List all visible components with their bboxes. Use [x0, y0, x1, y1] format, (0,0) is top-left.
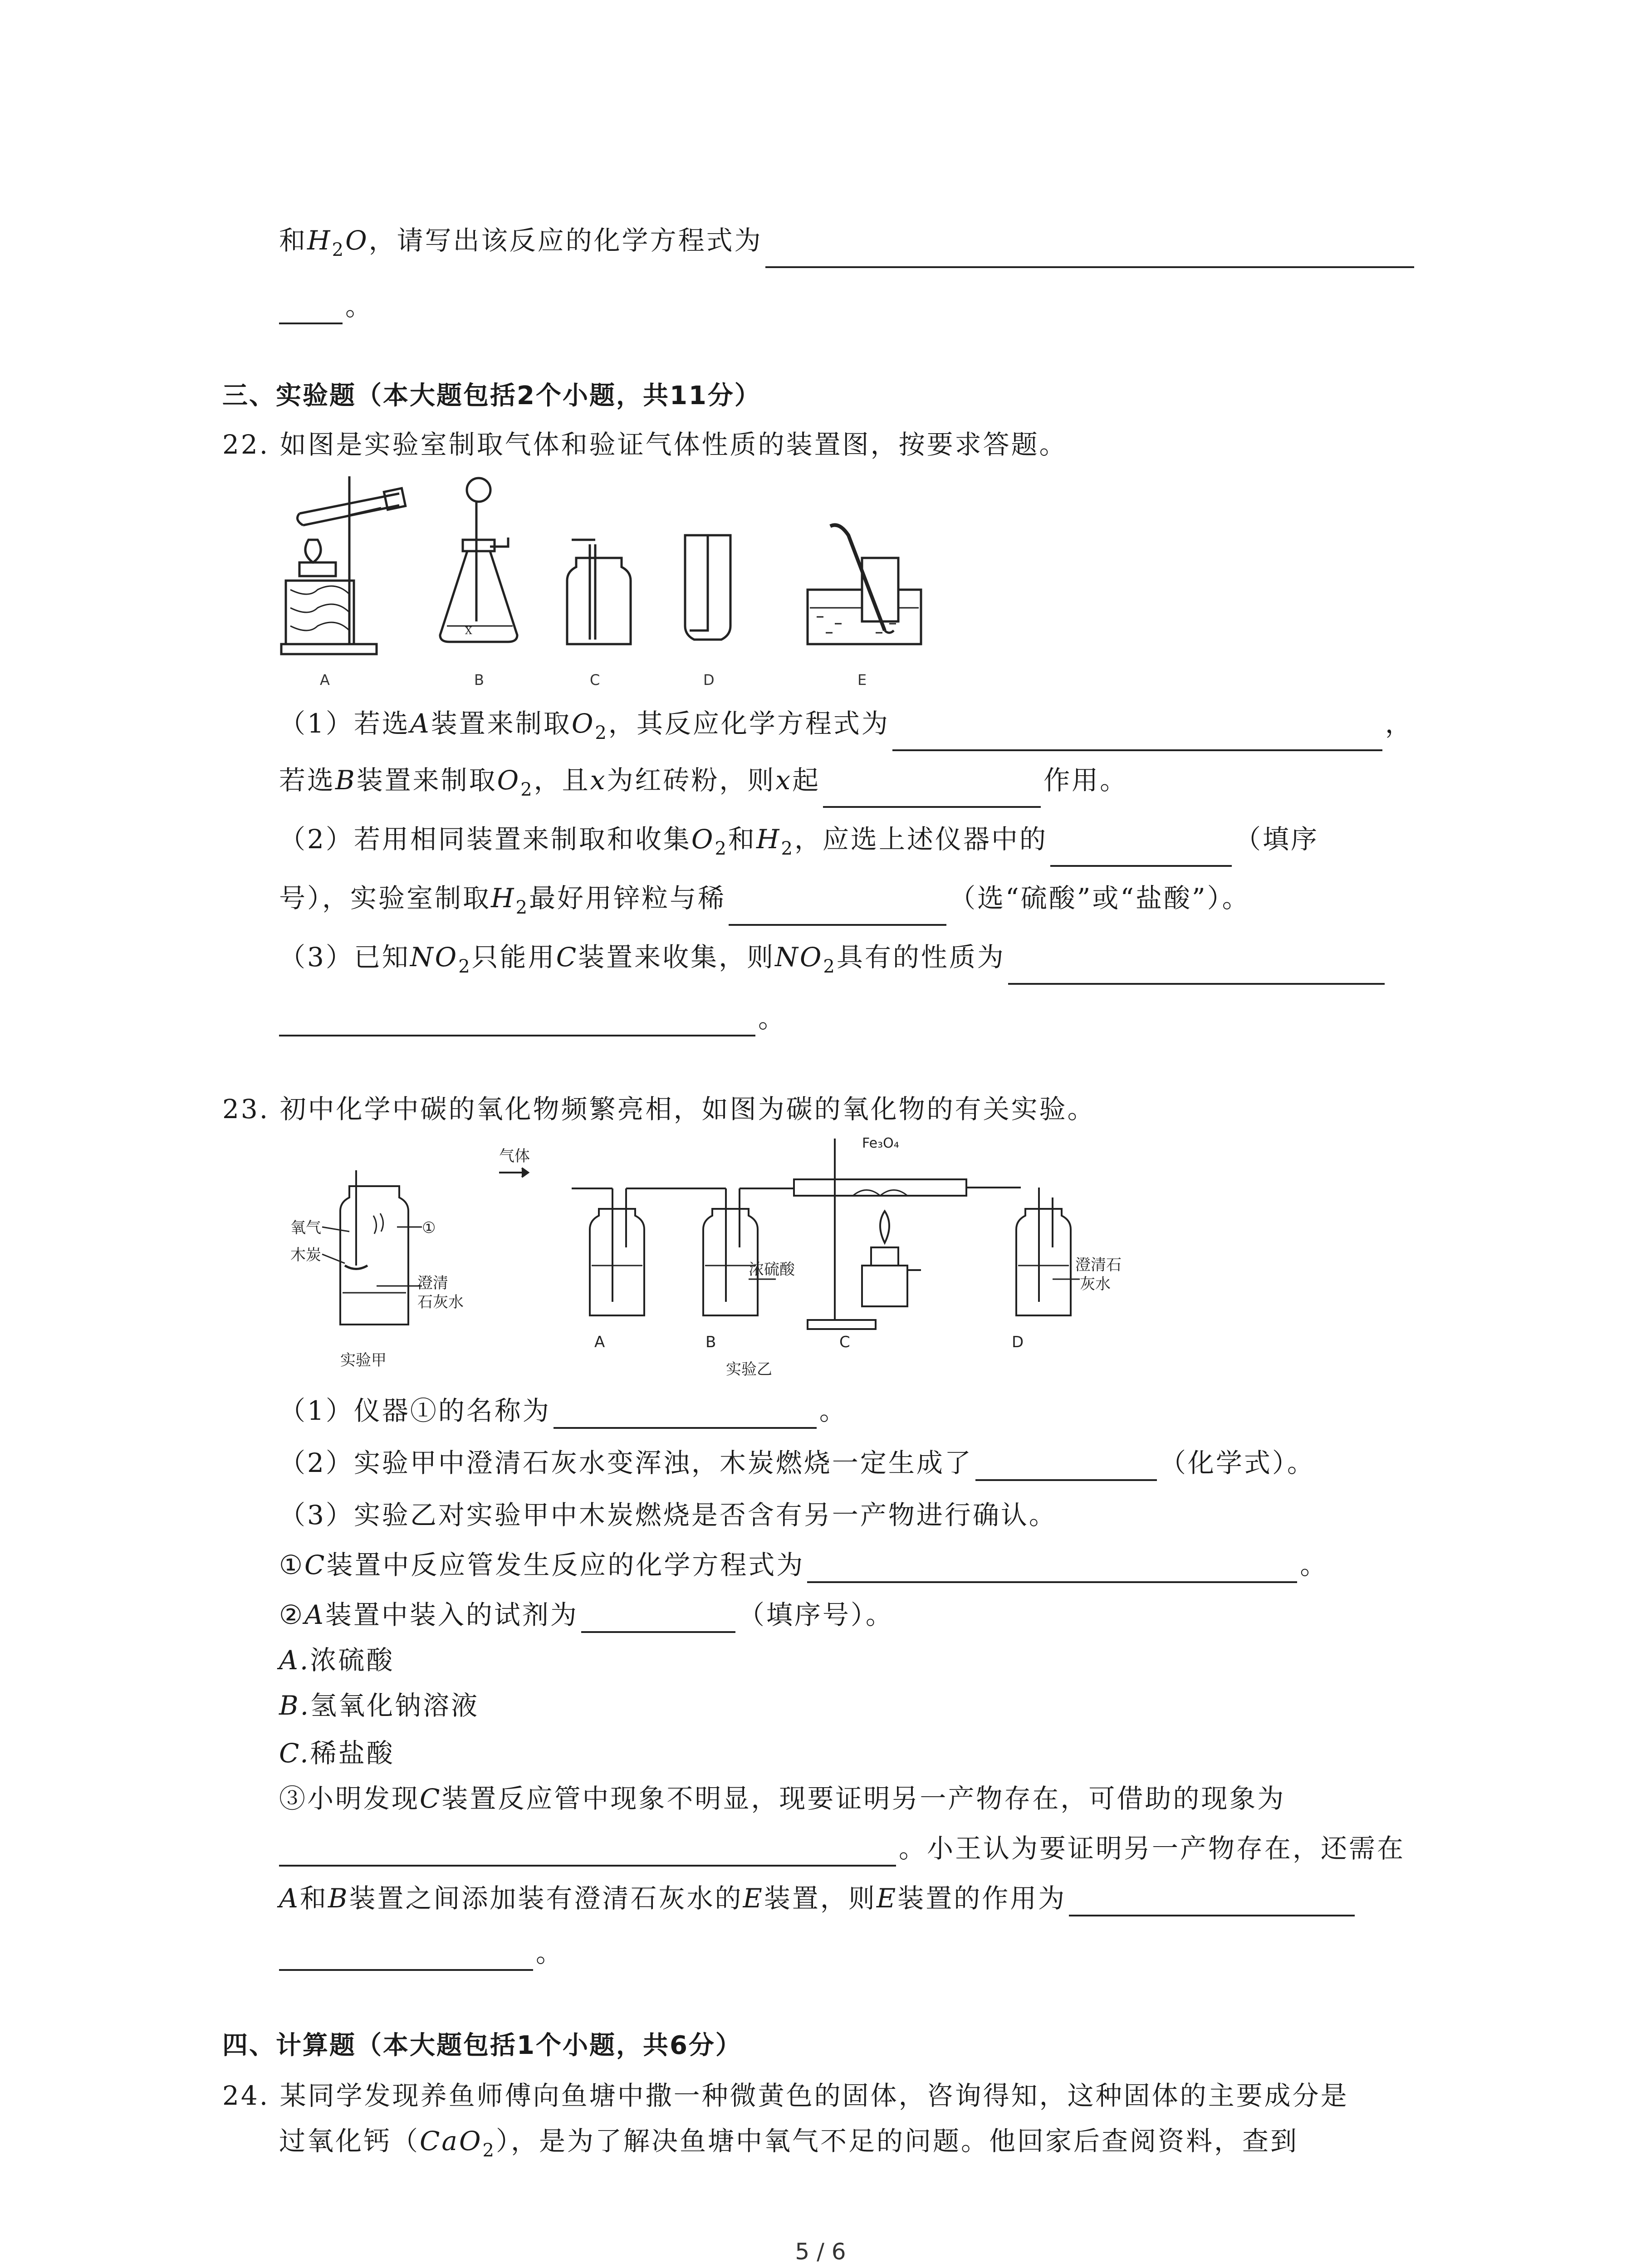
section4-title: 四、计算题（本大题包括1个小题，共6分）: [222, 2031, 742, 2060]
q22-part3-line1: （3）已知$NO_2$只能用C装置来收集，则$NO_2$具有的性质为: [279, 939, 1387, 975]
label-limewater-1: 澄清: [417, 1274, 448, 1292]
label-conc-sulfuric: 浓硫酸: [749, 1261, 795, 1279]
q24-line2: 过氧化钙（CaO$_2$），是为了解决鱼塘中氧气不足的问题。他回家后查阅资料，查到: [279, 2126, 1298, 2161]
label-bottle-D: D: [1012, 1333, 1024, 1351]
label-A: A: [320, 671, 330, 689]
q24-line1: 24. 某同学发现养鱼师傅向鱼塘中撒一种微黄色的固体，咨询得知，这种固体的主要成分是: [222, 2080, 1349, 2111]
experiment-jia: [322, 1170, 422, 1325]
q23-sub3-line2: 。小王认为要证明另一产物存在，还需在: [279, 1830, 1405, 1867]
q21-line2: [279, 288, 373, 324]
q21-period: 。: [345, 291, 374, 322]
label-tube-C: C: [839, 1333, 850, 1351]
q23-experiment-svg: [281, 1129, 1122, 1383]
caption-jia: 实验甲: [340, 1351, 387, 1369]
q23-p2-blank[interactable]: [975, 1452, 1157, 1481]
q23-s3-blank-3[interactable]: [279, 1942, 533, 1971]
experiment-yi-labels: [499, 1135, 1122, 1378]
label-limewater-d-2: 灰水: [1080, 1275, 1111, 1293]
label-charcoal: 木炭: [290, 1246, 321, 1264]
q21-answer-blank-2[interactable]: [279, 295, 343, 324]
page-number: 5 / 6: [795, 2239, 846, 2265]
label-limewater-2: 石灰水: [417, 1293, 464, 1311]
apparatus-A: [281, 476, 406, 654]
q23-sub3-line3: A和B装置之间添加装有澄清石灰水的E装置，则E装置的作用为: [279, 1880, 1357, 1916]
q23-option-A[interactable]: A.浓硫酸: [279, 1645, 395, 1676]
q22-part2-line2: 号），实验室制取$H_2$最好用锌粒与稀 （选“硫酸”或“盐酸”）。: [279, 880, 1250, 916]
q22-p1-blank-2[interactable]: [823, 779, 1041, 808]
q22-part3-line2: 。: [279, 1000, 786, 1036]
label-instrument-1: ①: [422, 1219, 436, 1237]
q22-apparatus-svg: [272, 472, 1007, 694]
q22-part1-line1: （1）若选A装置来制取$O_2$，其反应化学方程式为 ，: [279, 705, 1413, 742]
q21-answer-blank-1[interactable]: [765, 239, 1414, 268]
experiment-jia-labels: [290, 1219, 464, 1369]
label-C: C: [590, 671, 600, 689]
q22-p2-blank-2[interactable]: [729, 897, 946, 926]
q22-p3-blank-1[interactable]: [1008, 956, 1385, 985]
q21-prefix: 和: [279, 225, 308, 256]
no2-formula: $NO_2$: [410, 942, 472, 977]
apparatus-B: [440, 478, 517, 642]
caption-yi: 实验乙: [726, 1360, 772, 1378]
q22-part1-line2: 若选B装置来制取$O_2$，且x为红砖粉，则x起 作用。: [279, 762, 1128, 798]
q23-sub3-line1: ③小明发现C装置反应管中现象不明显，现要证明另一产物存在，可借助的现象为: [279, 1783, 1286, 1814]
q23-p1-blank[interactable]: [554, 1400, 817, 1429]
q22-p1-blank-1[interactable]: [892, 722, 1382, 751]
q22-stem: 22. 如图是实验室制取气体和验证气体性质的装置图，按要求答题。: [222, 429, 1068, 460]
q23-option-C[interactable]: C.稀盐酸: [279, 1738, 395, 1769]
q21-line1: [279, 222, 1417, 259]
label-gas: 气体: [499, 1147, 530, 1165]
cao2-formula: CaO$_2$: [420, 2126, 496, 2161]
label-bottle-A: A: [594, 1333, 605, 1351]
q23-experiment-figure: [281, 1129, 1122, 1383]
q22-part2-line1: （2）若用相同装置来制取和收集$O_2$和$H_2$，应选上述仪器中的 （填序: [279, 821, 1319, 857]
label-bottle-B: B: [705, 1333, 716, 1351]
q23-part1: （1）仪器①的名称为 。: [279, 1393, 847, 1429]
q23-s3-blank-2[interactable]: [1069, 1887, 1355, 1916]
apparatus-C: [567, 540, 631, 644]
q23-part2: （2）实验甲中澄清石灰水变浑浊，木炭燃烧一定生成了 （化学式）。: [279, 1445, 1315, 1481]
q23-s3-blank-1[interactable]: [279, 1838, 896, 1867]
o2-formula: $O_2$: [571, 708, 608, 743]
q23-s1-blank[interactable]: [807, 1554, 1297, 1583]
q22-figure-labels: [320, 671, 867, 689]
svg-text:X: X: [465, 626, 472, 637]
label-D: D: [703, 671, 715, 689]
q23-option-B[interactable]: B.氢氧化钠溶液: [279, 1690, 480, 1721]
q22-p3-blank-2[interactable]: [279, 1007, 755, 1036]
q23-stem: 23. 初中化学中碳的氧化物频繁亮相，如图为碳的氧化物的有关实验。: [222, 1094, 1096, 1124]
q23-sub1: ①C装置中反应管发生反应的化学方程式为 。: [279, 1547, 1328, 1583]
q23-sub2: ②A装置中装入的试剂为 （填序号）。: [279, 1597, 894, 1633]
section3-title: 三、实验题（本大题包括2个小题，共11分）: [222, 381, 761, 411]
label-E: E: [857, 671, 867, 689]
q22-apparatus-figure: [272, 472, 1007, 694]
water-formula: $H_2O$: [307, 225, 369, 260]
apparatus-D: [685, 535, 730, 640]
q23-part3: （3）实验乙对实验甲中木炭燃烧是否含有另一产物进行确认。: [279, 1500, 1057, 1530]
q22-p2-blank-1[interactable]: [1050, 838, 1232, 867]
q21-text: ，请写出该反应的化学方程式为: [368, 225, 763, 256]
label-limewater-d-1: 澄清石: [1075, 1256, 1122, 1274]
q23-sub3-line4: 。: [279, 1935, 564, 1971]
q23-s2-blank[interactable]: [581, 1604, 735, 1633]
label-oxygen: 氧气: [290, 1219, 321, 1237]
experiment-yi: [499, 1139, 1080, 1329]
label-B: B: [474, 671, 484, 689]
h2-formula: $H_2$: [756, 824, 794, 859]
label-fe3o4: Fe₃O₄: [862, 1135, 899, 1151]
apparatus-E: [808, 525, 921, 645]
